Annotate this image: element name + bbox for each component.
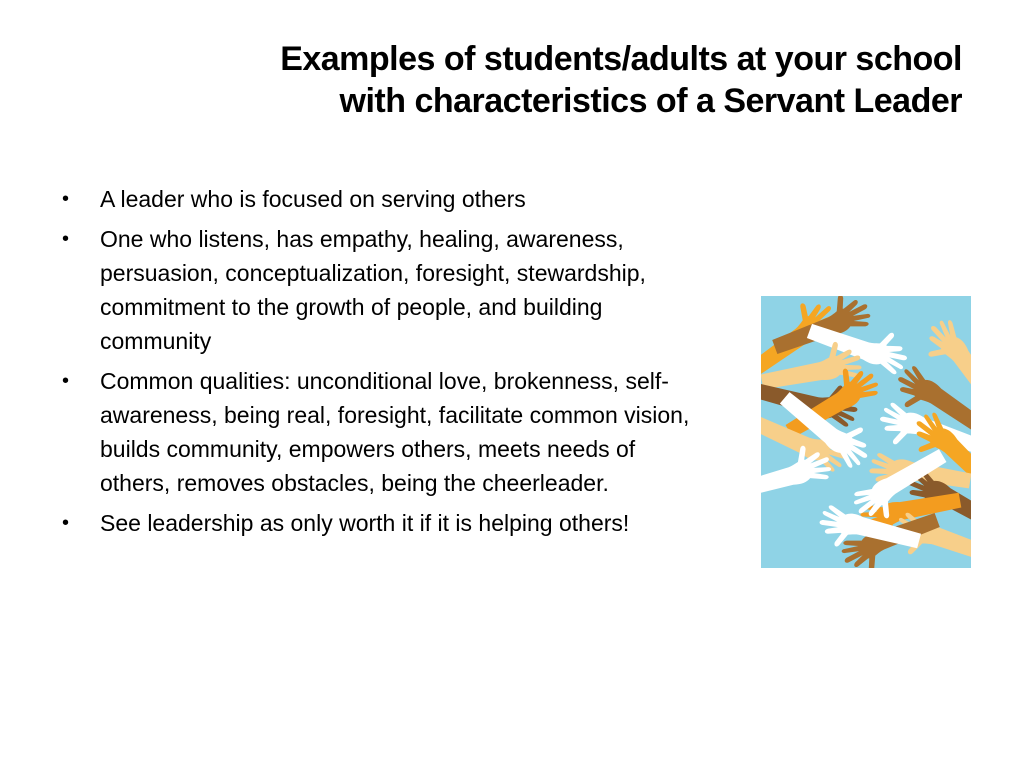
slide-title <box>82 38 962 122</box>
bullet-dot-icon: • <box>62 512 70 534</box>
bullet-dot-icon: • <box>62 188 70 210</box>
bullet-text: A leader who is focused on serving others <box>100 186 526 212</box>
bullet-text: Common qualities: unconditional love, brokenness, self-awareness, being real, foresight, facilitate common vision, builds community, empowers others, meets needs of others, removes obstacles, being the cheerleader. <box>100 368 690 496</box>
bullet-dot-icon: • <box>62 228 70 250</box>
bullet-item <box>60 506 710 540</box>
bullet-item <box>60 182 710 216</box>
bullet-item <box>60 364 710 500</box>
bullet-item <box>60 222 710 358</box>
hands-illustration <box>761 296 971 568</box>
bullet-text: See leadership as only worth it if it is helping others! <box>100 510 630 536</box>
bullet-list <box>60 182 710 546</box>
bullet-dot-icon: • <box>62 370 70 392</box>
reaching-hands-icon <box>761 296 971 568</box>
bullet-text: One who listens, has empathy, healing, awareness, persuasion, conceptualization, foresight, stewardship, commitment to the growth of people, and building community <box>100 226 646 354</box>
title-line-1: Examples of students/adults at your school <box>280 40 962 78</box>
title-line-2: with characteristics of a Servant Leader <box>339 82 962 120</box>
